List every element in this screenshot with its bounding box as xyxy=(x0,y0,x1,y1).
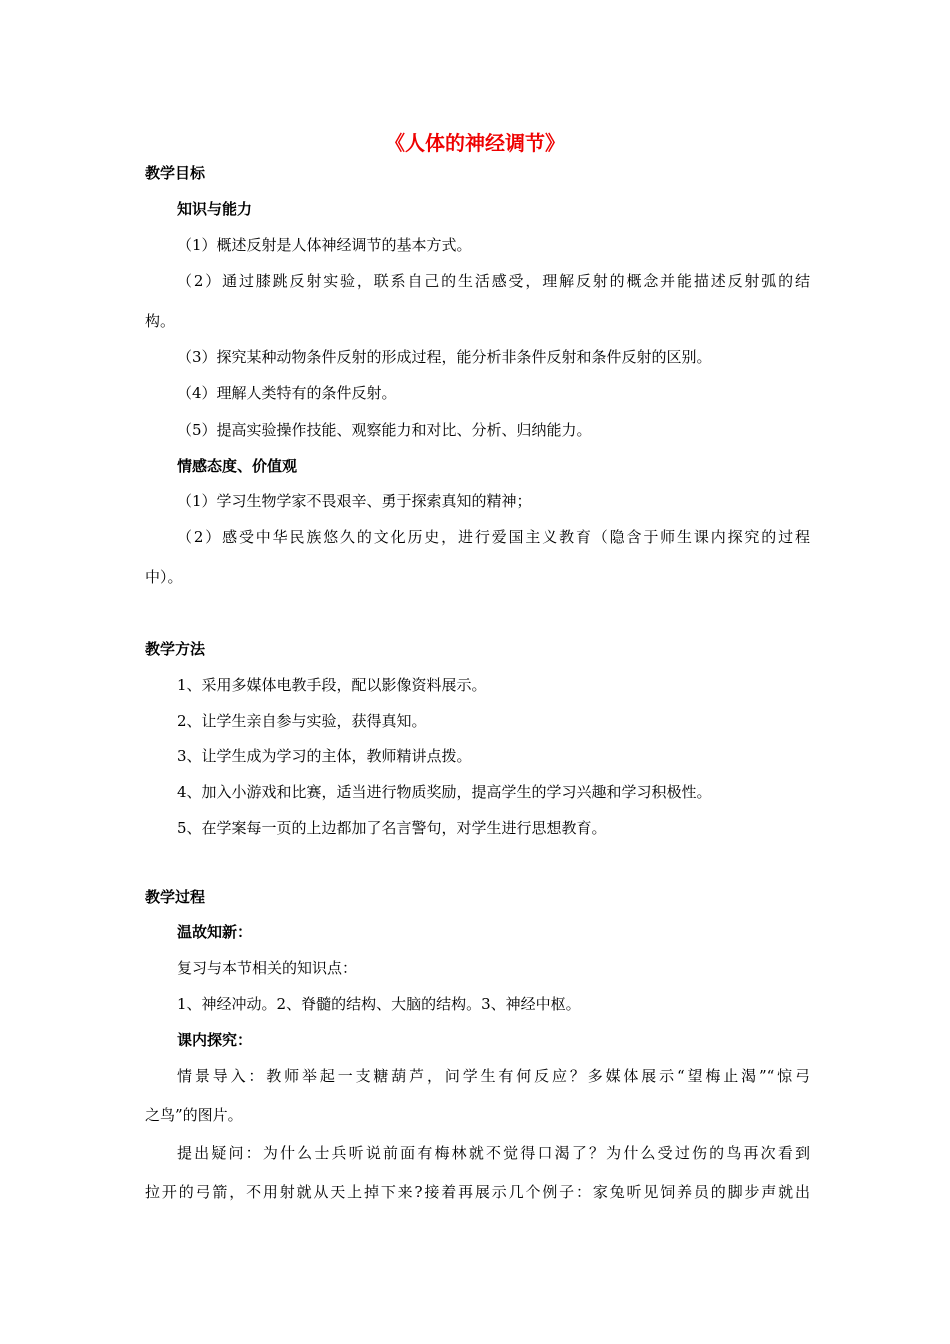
method-item-2: 2、让学生亲自参与实验，获得真知。 xyxy=(177,712,427,730)
goal-item-2-line-1: （2）通过膝跳反射实验，联系自己的生活感受，理解反射的概念并能描述反射弧的结 xyxy=(177,272,810,290)
section-heading-teaching-process: 教学过程 xyxy=(145,888,206,906)
goal-item-5: （5）提高实验操作技能、观察能力和对比、分析、归纳能力。 xyxy=(177,421,592,439)
value-item-2-line-1: （2）感受中华民族悠久的文化历史，进行爱国主义教育（隐含于师生课内探究的过程 xyxy=(177,528,810,546)
subheading-emotion-values: 情感态度、价值观 xyxy=(177,457,298,475)
value-item-1: （1）学习生物学家不畏艰辛、勇于探索真知的精神； xyxy=(177,492,532,510)
value-item-2-line-2: 中）。 xyxy=(145,568,183,586)
review-points: 1、神经冲动。2、脊髓的结构、大脑的结构。3、神经中枢。 xyxy=(177,995,581,1013)
document-title: 《人体的神经调节》 xyxy=(385,131,565,155)
review-intro: 复习与本节相关的知识点： xyxy=(177,959,358,977)
method-item-5: 5、在学案每一页的上边都加了名言警句，对学生进行思想教育。 xyxy=(177,819,607,837)
question-line-2: 拉开的弓箭，不用射就从天上掉下来?接着再展示几个例子：家兔听见饲养员的脚步声就出 xyxy=(145,1183,810,1201)
subheading-review: 温故知新： xyxy=(177,923,253,941)
goal-item-4: （4）理解人类特有的条件反射。 xyxy=(177,384,397,402)
subheading-in-class-inquiry: 课内探究： xyxy=(177,1031,253,1049)
method-item-3: 3、让学生成为学习的主体，教师精讲点拨。 xyxy=(177,747,472,765)
goal-item-3: （3）探究某种动物条件反射的形成过程，能分析非条件反射和条件反射的区别。 xyxy=(177,348,712,366)
goal-item-1: （1）概述反射是人体神经调节的基本方式。 xyxy=(177,236,472,254)
section-heading-teaching-goals: 教学目标 xyxy=(145,164,206,182)
scenario-intro-line-2: 之鸟”的图片。 xyxy=(145,1106,243,1124)
method-item-4: 4、加入小游戏和比赛，适当进行物质奖励，提高学生的学习兴趣和学习积极性。 xyxy=(177,783,712,801)
scenario-intro-line-1: 情景导入：教师举起一支糖葫芦，问学生有何反应？多媒体展示“望梅止渴”“惊弓 xyxy=(177,1067,810,1085)
subheading-knowledge-ability: 知识与能力 xyxy=(177,200,253,218)
question-line-1: 提出疑问：为什么士兵听说前面有梅林就不觉得口渴了？为什么受过伤的鸟再次看到 xyxy=(177,1144,810,1162)
goal-item-2-line-2: 构。 xyxy=(145,312,176,330)
section-heading-teaching-methods: 教学方法 xyxy=(145,640,206,658)
method-item-1: 1、采用多媒体电教手段，配以影像资料展示。 xyxy=(177,676,487,694)
